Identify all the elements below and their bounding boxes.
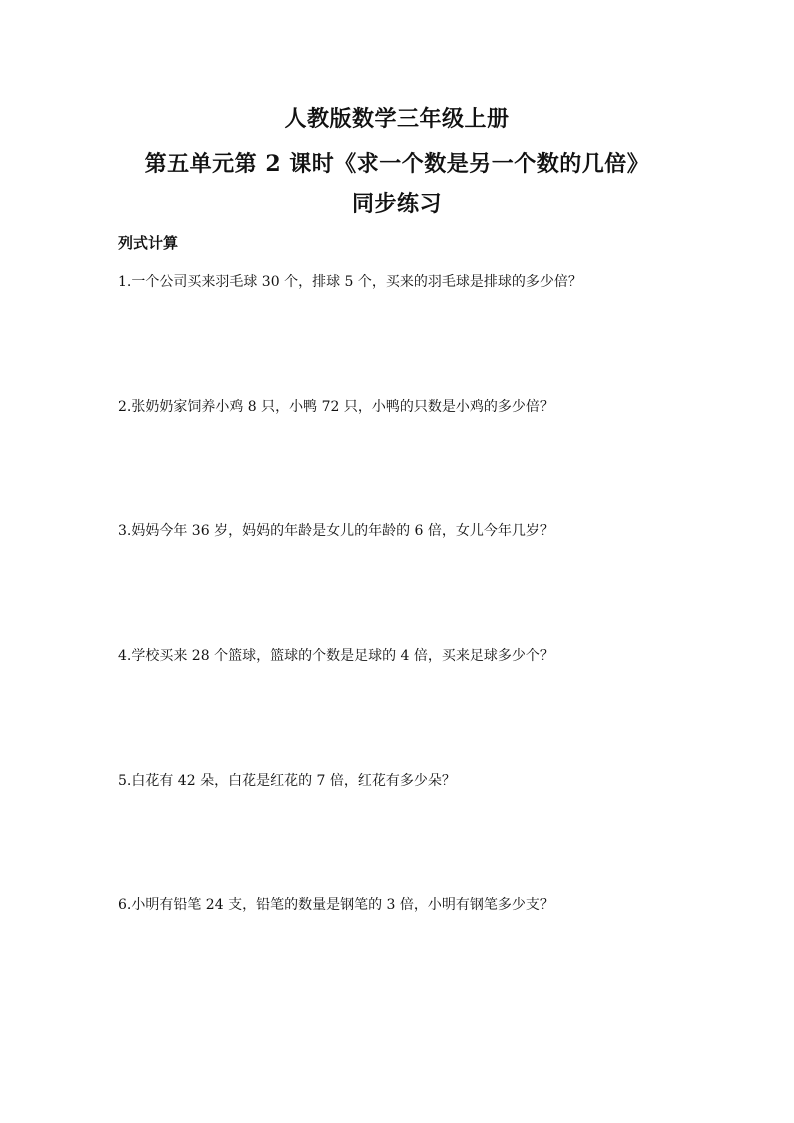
question-5: 5.白花有 42 朵，白花是红花的 7 倍，红花有多少朵？ bbox=[118, 773, 456, 789]
section-heading: 列式计算 bbox=[118, 234, 179, 252]
question-6: 6.小明有铅笔 24 支，铅笔的数量是钢笔的 3 倍，小明有钢笔多少支？ bbox=[118, 897, 554, 913]
title-grade: 人教版数学三年级上册 bbox=[284, 106, 510, 132]
title-lesson: 第五单元第 2 课时《求一个数是另一个数的几倍》 bbox=[144, 151, 650, 177]
title-practice: 同步练习 bbox=[351, 191, 442, 217]
question-4: 4.学校买来 28 个篮球，篮球的个数是足球的 4 倍，买来足球多少个？ bbox=[118, 648, 554, 664]
question-2: 2.张奶奶家饲养小鸡 8 只，小鸭 72 只，小鸭的只数是小鸡的多少倍？ bbox=[118, 399, 554, 415]
question-3: 3.妈妈今年 36 岁，妈妈的年龄是女儿的年龄的 6 倍，女儿今年几岁？ bbox=[118, 523, 554, 539]
question-1: 1.一个公司买来羽毛球 30 个，排球 5 个，买来的羽毛球是排球的多少倍？ bbox=[118, 274, 582, 290]
